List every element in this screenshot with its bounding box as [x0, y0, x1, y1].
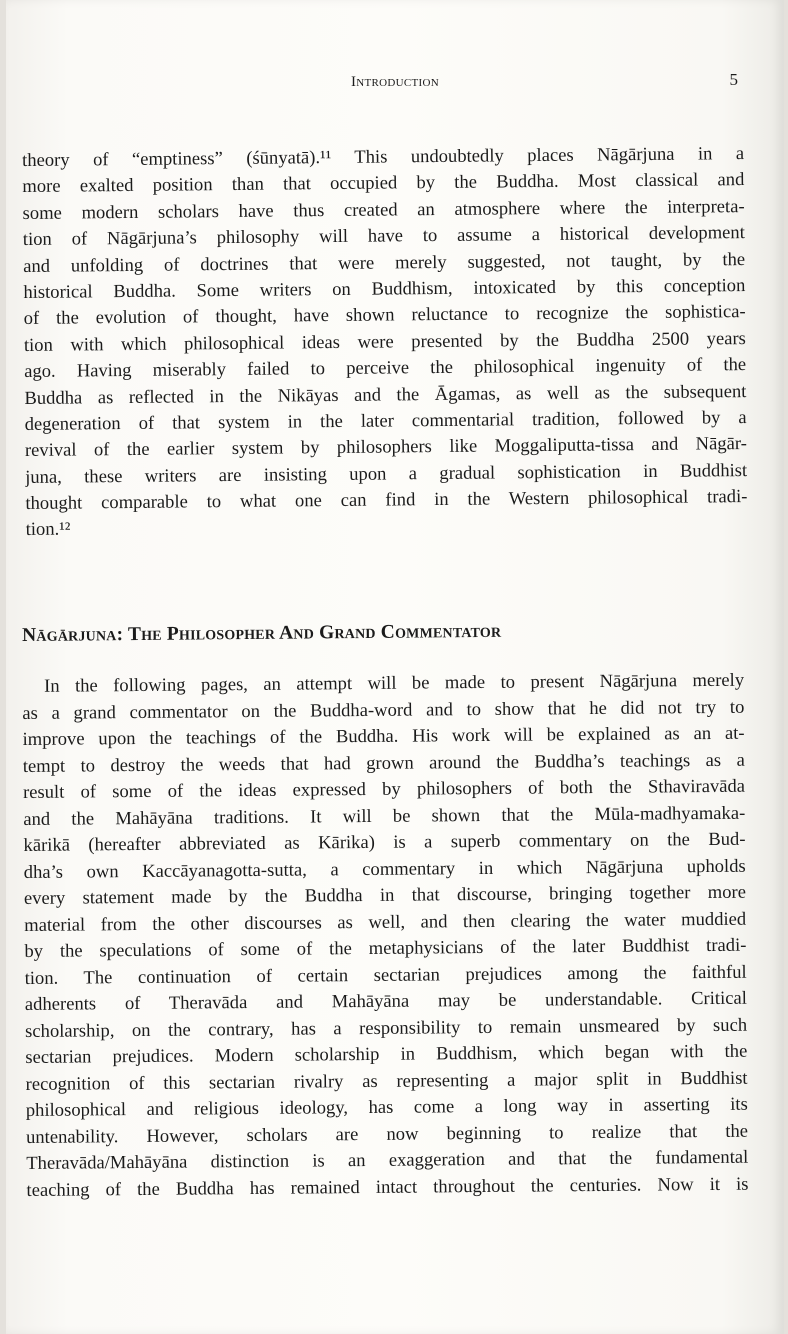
text-line: and the Mahāyāna traditions. It will be shown that the Mūla-madhyamaka- — [23, 802, 746, 830]
text-line: tempt to destroy the weeds that had grown around the Buddha’s teachings as a — [22, 749, 745, 777]
text-line: improve upon the teachings of the Buddha. His work will be explained as an at- — [22, 722, 745, 750]
text-line: recognition of this sectarian rivalry as representing a major split in Buddhist — [25, 1067, 748, 1095]
text-line: tion. The continuation of certain sectarian prejudices among the faithful — [24, 961, 747, 989]
text-line: tion.¹² — [25, 519, 71, 541]
text-line: more exalted position than that occupied by the Buddha. Most classical and — [22, 169, 745, 198]
text-line: tion with which philosophical ideas were presented by the Buddha 2500 years — [23, 327, 746, 356]
text-line: teaching of the Buddha has remained intact throughout the centuries. Now it is — [26, 1173, 749, 1201]
text-line: theory of “emptiness” (śūnyatā).¹¹ This undoubtedly places Nāgārjuna in a — [22, 143, 745, 171]
paragraph-continued — [22, 141, 748, 544]
text-line: revival of the earlier system by philosophers like Moggaliputta-tissa and Nāgār- — [24, 433, 747, 462]
text-line: by the speculations of some of the metaphysicians of the later Buddhist tradi- — [24, 934, 747, 962]
text-line: historical Buddha. Some writers on Buddhism, intoxicated by this conception — [23, 275, 746, 303]
text-line: scholarship, on the contrary, has a responsibility to remain unsmeared by such — [25, 1014, 748, 1042]
text-line: result of some of the ideas expressed by philosophers of both the Sthaviravāda — [22, 775, 746, 803]
paragraph-body — [22, 668, 749, 1204]
text-line: philosophical and religious ideology, has come a long way in asserting its — [25, 1093, 748, 1121]
text-line: ago. Having miserably failed to perceive the philosophical ingenuity of the — [24, 354, 747, 383]
running-head: Introduction — [350, 74, 440, 90]
text-line: of the evolution of thought, have shown reluctance to recognize the sophistica- — [23, 301, 746, 330]
text-line: In the following pages, an attempt will be made to present Nāgārjuna merely — [44, 669, 745, 697]
text-line: thought comparable to what one can find in the Western philosophical tradi- — [25, 486, 748, 515]
text-line: untenability. However, scholars are now beginning to realize that the — [25, 1120, 749, 1148]
text-line: material from the other discourses as well, and then clearing the water muddied — [24, 908, 747, 936]
text-line: Buddha as reflected in the Nikāyas and the Āgamas, as well as the subsequent — [24, 380, 747, 409]
text-line: kārikā (hereafter abbreviated as Kārika) is a superb commentary on the Bud- — [23, 828, 746, 856]
page-number: 5 — [729, 70, 738, 89]
text-line: Theravāda/Mahāyāna distinction is an exaggeration and that the fundamental — [26, 1146, 749, 1174]
text-line: juna, these writers are insisting upon a gradual sophistication in Buddhist — [25, 459, 748, 488]
text-line: dha’s own Kaccāyanagotta-sutta, a commentary in which Nāgārjuna upholds — [23, 855, 746, 883]
text-line: sectarian prejudices. Modern scholarship in Buddhism, which began with the — [25, 1040, 748, 1068]
book-page — [6, 0, 784, 1334]
text-line: degeneration of that system in the later commentarial tradition, followed by a — [24, 406, 747, 435]
text-line: tion of Nāgārjuna’s philosophy will have to assume a historical development — [22, 222, 745, 251]
text-line: and unfolding of doctrines that were merely suggested, not taught, by the — [23, 248, 746, 277]
section-heading: Nāgārjuna: The Philosopher And Grand Commentator — [22, 620, 502, 646]
text-line: some modern scholars have thus created an atmosphere where the interpreta- — [22, 195, 745, 224]
text-line: as a grand commentator on the Buddha-word and to show that he did not try to — [22, 696, 745, 724]
text-line: adherents of Theravāda and Mahāyāna may be understandable. Critical — [24, 987, 747, 1015]
text-line: every statement made by the Buddha in that discourse, bringing together more — [23, 881, 747, 909]
